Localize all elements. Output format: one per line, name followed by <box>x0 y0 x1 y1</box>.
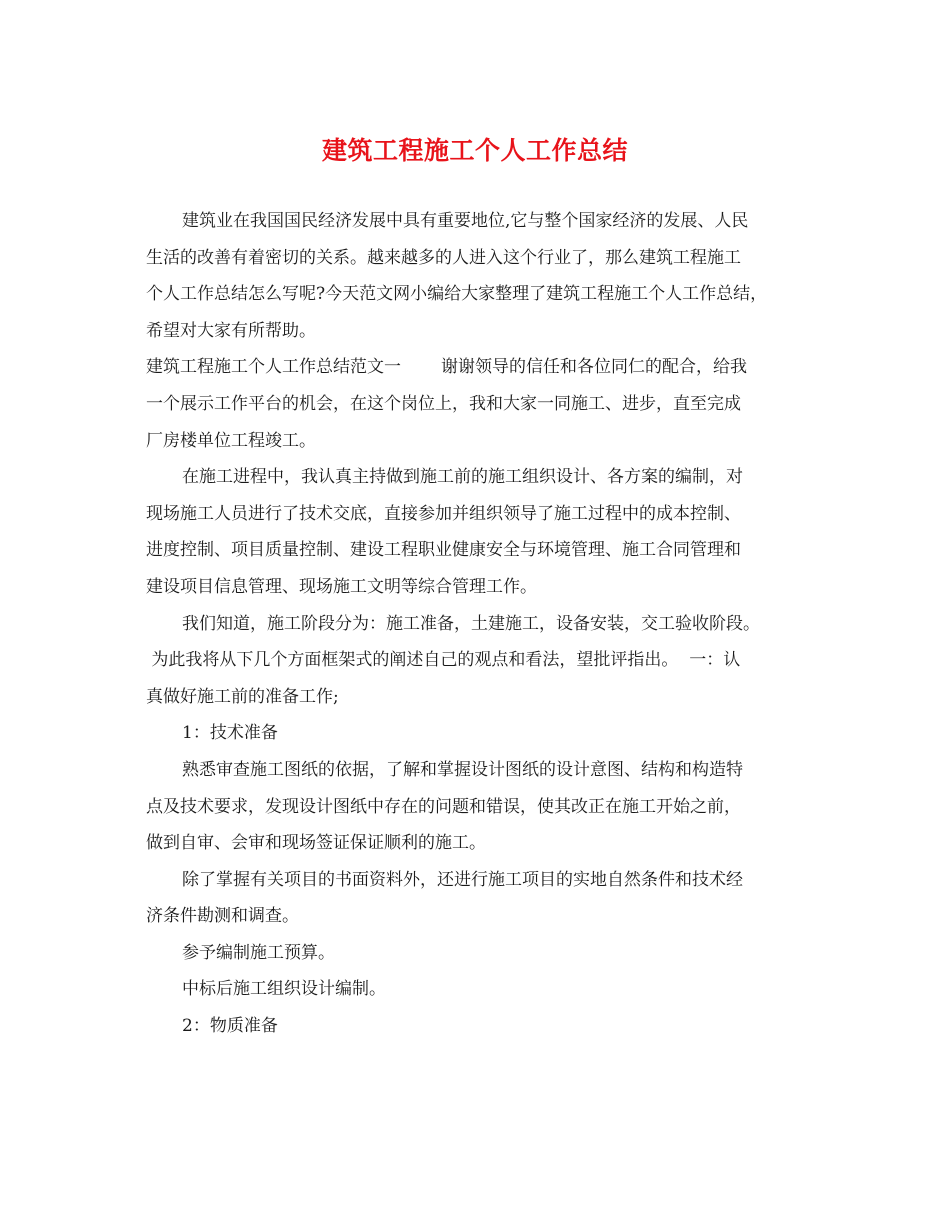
subheading-line: 1：技术准备 <box>182 723 278 744</box>
paragraph-line: 个人工作总结怎么写呢?今天范文网小编给大家整理了建筑工程施工个人工作总结， <box>146 284 768 305</box>
paragraph-line: 真做好施工前的准备工作; <box>146 686 339 707</box>
paragraph-text: 谢谢领导的信任和各位同仁的配合，给我 <box>441 357 747 378</box>
paragraph-line: 除了掌握有关项目的书面资料外，还进行施工项目的实地自然条件和技术经 <box>182 869 743 890</box>
paragraph-line: 在施工进程中，我认真主持做到施工前的施工组织设计、各方案的编制，对 <box>182 467 743 488</box>
paragraph-line: 参予编制施工预算。 <box>182 942 335 963</box>
subheading-line: 2：物质准备 <box>182 1016 278 1037</box>
paragraph-line: 点及技术要求，发现设计图纸中存在的问题和错误，使其改正在施工开始之前， <box>146 796 741 817</box>
paragraph-line: 生活的改善有着密切的关系。越来越多的人进入这个行业了，那么建筑工程施工 <box>146 247 741 268</box>
paragraph-line: 为此我将从下几个方面框架式的阐述自己的观点和看法，望批评指出。 一：认 <box>146 650 741 671</box>
paragraph-line: 一个展示工作平台的机会，在这个岗位上，我和大家一同施工、进步，直至完成 <box>146 393 741 414</box>
paragraph-line: 厂房楼单位工程竣工。 <box>146 430 316 451</box>
document-body <box>146 203 814 1045</box>
paragraph-line: 进度控制、项目质量控制、建设工程职业健康安全与环境管理、施工合同管理和 <box>146 540 741 561</box>
paragraph-line: 现场施工人员进行了技术交底，直接参加并组织领导了施工过程中的成本控制、 <box>146 503 741 524</box>
paragraph-line: 我们知道，施工阶段分为：施工准备，土建施工，设备安装，交工验收阶段。 <box>182 613 760 634</box>
section-heading: 建筑工程施工个人工作总结范文一 <box>146 357 401 378</box>
paragraph-line: 济条件勘测和调查。 <box>146 906 299 927</box>
paragraph-line: 建设项目信息管理、现场施工文明等综合管理工作。 <box>146 576 537 597</box>
document-title: 建筑工程施工个人工作总结 <box>321 136 628 165</box>
section-heading-line <box>146 349 814 386</box>
paragraph-line: 做到自审、会审和现场签证保证顺利的施工。 <box>146 833 486 854</box>
paragraph-line: 熟悉审查施工图纸的依据，了解和掌握设计图纸的设计意图、结构和构造特 <box>182 759 743 780</box>
paragraph-line: 中标后施工组织设计编制。 <box>182 979 386 1000</box>
paragraph-line: 希望对大家有所帮助。 <box>146 320 316 341</box>
paragraph-line: 建筑业在我国国民经济发展中具有重要地位,它与整个国家经济的发展、人民 <box>182 211 749 231</box>
